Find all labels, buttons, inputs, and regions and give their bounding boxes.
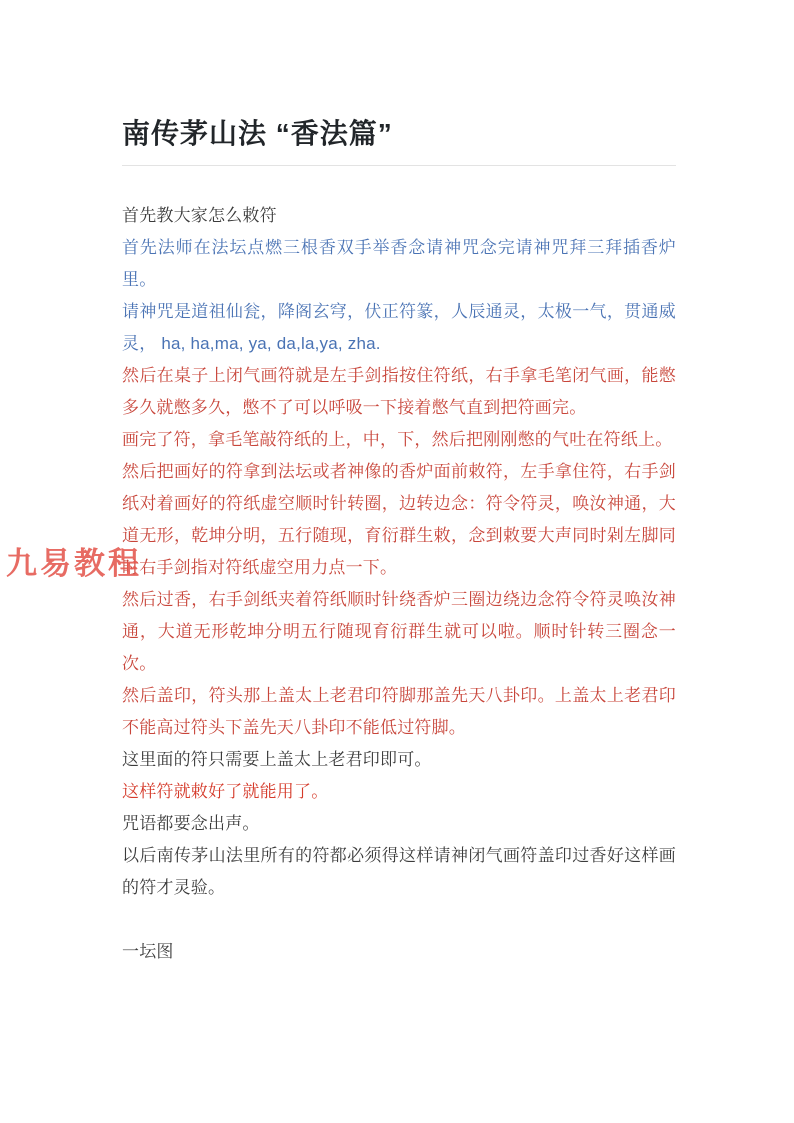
paragraph: 咒语都要念出声。 xyxy=(122,814,260,833)
document-body xyxy=(122,200,676,968)
paragraph: 然后在桌子上闭气画符就是左手剑指按住符纸，右手拿毛笔闭气画，能憋多久就憋多久，憋不了可以呼吸一下接着憋气直到把符画完。 xyxy=(122,366,676,417)
paragraph: 这里面的符只需要上盖太上老君印即可。 xyxy=(122,750,432,769)
paragraph: 一坛图 xyxy=(122,942,174,961)
page-title: 南传茅山法 “香法篇” xyxy=(122,118,393,149)
watermark: 九易教程 xyxy=(6,546,142,581)
paragraph: 首先法师在法坛点燃三根香双手举香念请神咒念完请神咒拜三拜插香炉里。 xyxy=(122,238,676,289)
paragraph: 然后过香，右手剑纸夹着符纸顺时针绕香炉三圈边绕边念符令符灵唤汝神通，大道无形乾坤分明五行随现育衍群生就可以啦。顺时针转三圈念一次。 xyxy=(122,590,676,673)
paragraph: 然后盖印，符头那上盖太上老君印符脚那盖先天八卦印。上盖太上老君印不能高过符头下盖先天八卦印不能低过符脚。 xyxy=(122,686,676,737)
paragraph: 然后把画好的符拿到法坛或者神像的香炉面前敕符，左手拿住符，右手剑纸对着画好的符纸虚空顺时针转圈，边转边念：符令符灵，唤汝神通，大道无形，乾坤分明，五行随现，育衍群生敕，念到敕要大声同时剁左脚同时右手剑指对符纸虚空用力点一下。 xyxy=(122,462,676,577)
document-content xyxy=(122,116,676,968)
paragraph: 首先教大家怎么敕符 xyxy=(122,206,277,225)
title-divider xyxy=(122,165,676,166)
paragraph: 请神咒是道祖仙瓮，降阁玄穹，伏正符篆，人辰通灵，太极一气，贯通威灵， ha, ha,ma, ya, da,la,ya, zha. xyxy=(122,302,676,353)
paragraph: 这样符就敕好了就能用了。 xyxy=(122,782,329,801)
paragraph: 以后南传茅山法里所有的符都必须得这样请神闭气画符盖印过香好这样画的符才灵验。 xyxy=(122,846,676,897)
paragraph: 画完了符，拿毛笔敲符纸的上，中，下，然后把刚刚憋的气吐在符纸上。 xyxy=(122,430,673,449)
